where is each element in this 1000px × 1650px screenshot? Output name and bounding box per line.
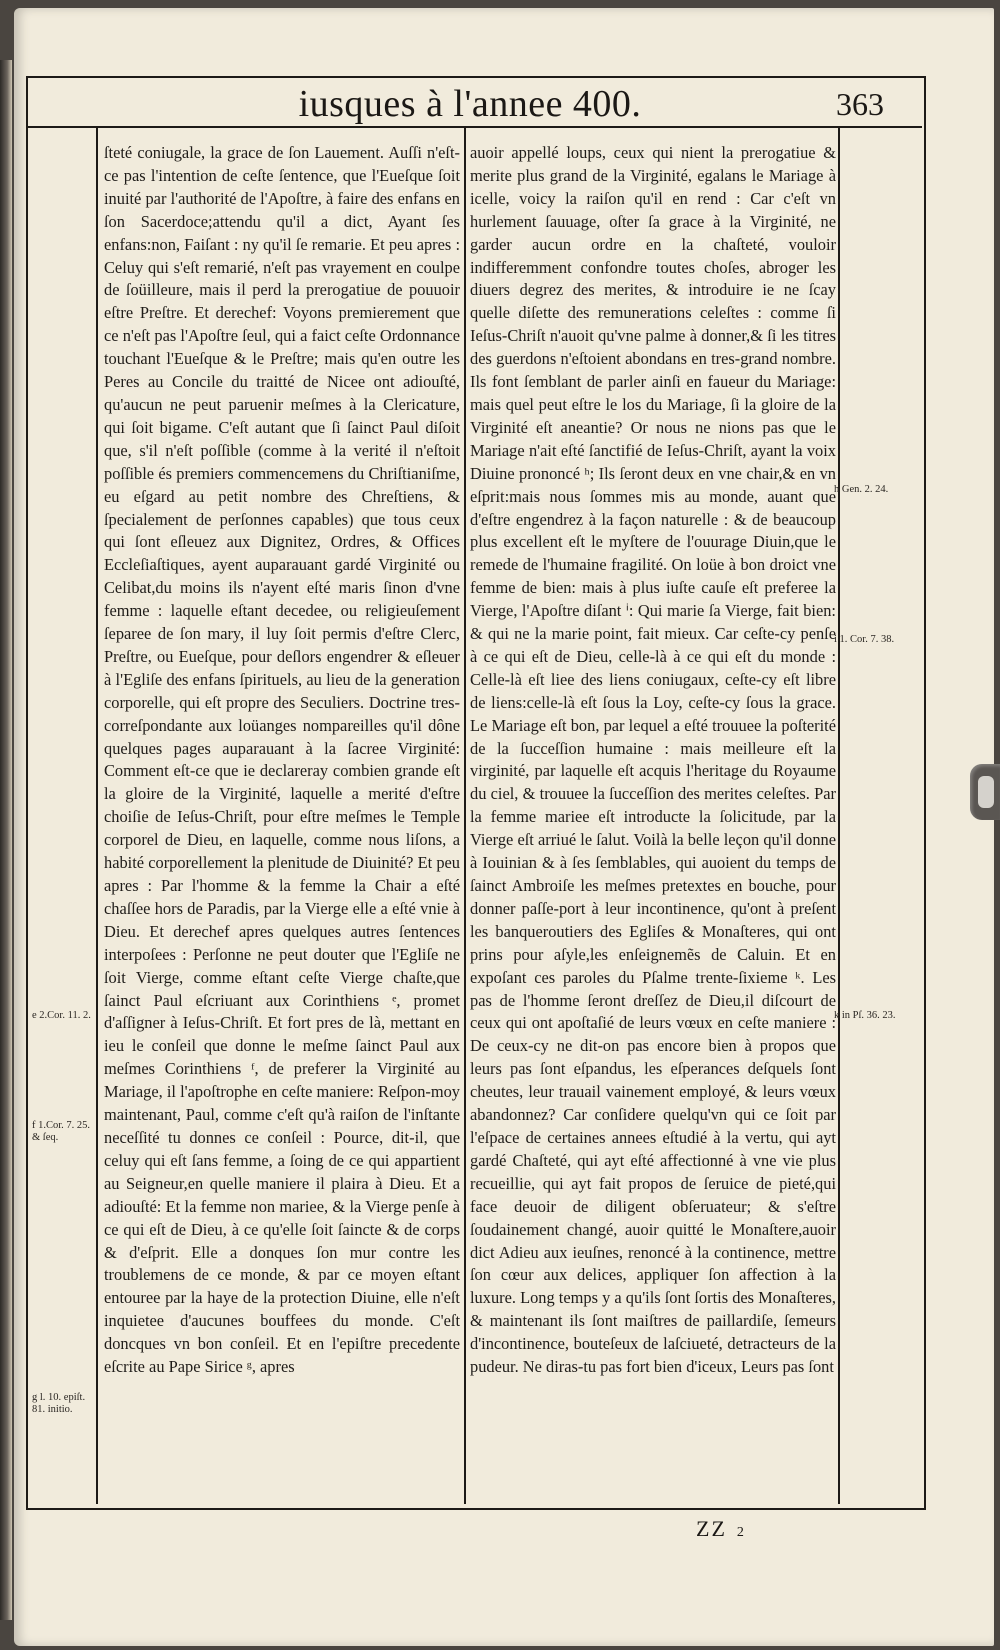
page-number: 363 xyxy=(836,86,884,122)
book-clip-highlight xyxy=(978,776,994,808)
header-rule xyxy=(26,126,922,128)
margin-note-g: g l. 10. epiſt. 81. initio. xyxy=(32,1392,86,1415)
previous-page-edge xyxy=(0,60,12,1620)
facing-page-scraps xyxy=(16,300,26,1500)
running-head: iusques à l'annee 400. xyxy=(298,83,642,125)
right-text-column xyxy=(470,142,836,1482)
margin-note-h: h Gen. 2. 24. xyxy=(834,484,889,495)
margin-note-k: k in Pſ. 36. 23. xyxy=(834,1010,896,1021)
signature-number: 2 xyxy=(736,1525,746,1540)
left-margin-rule xyxy=(96,128,98,1504)
margin-note-e: e 2.Cor. 11. 2. xyxy=(32,1010,91,1021)
right-margin-rule xyxy=(838,128,840,1504)
left-column-text: ſteté coniugale, la grace de ſon Lauement. Auſſi n'eſt-ce pas l'intention de ceſte ſentence, que l'Eueſque ſoit inuité par l'authorité de l'Apoſtre, à faire des enfans en ſon Sacerdoce;attendu qu'il a dict, Ayant ſes enfans:non, Faiſant : ny qu'il ſe remarie. Et peu apres : Celuy qui s'eſt remarié, n'eſt pas vrayement en coulpe de ſoüilleure, mais il perd la prerogatiue de pouuoir eſtre Preſtre. Et derechef: Voyons premierement que ce n'eſt pas l'Apoſtre ſeul, qui a faict ceſte Ordonnance touchant l'Eueſque & le Preſtre; mais qu'en outre les Peres au Concile du traitté de Nicee ont adiouſté, qu'aucun ne peut paruenir meſmes à la Clericature, qui ſoit bigame. C'eſt autant que ſi ſainct Paul diſoit que, s'il n'eſt poſſible (comme à la verité il n'eſtoit poſſible és premiers commencemens du Chriſtianiſme, eu eſgard au petit nombre des Chreſtiens, & ſpecialement de perſonnes capables) que tous ceux qui ſont eſleuez aux Dignitez, Ordres, & Offices Eccleſiaſtiques, ayent auparauant gardé Virginité ou Celibat,du moins ils n'ayent eſté maris ſinon d'vne femme : laquelle eſtant decedee, ou religieuſement ſeparee de ſon mary, il luy ſoit permis d'eſtre Clerc, Preſtre, ou Eueſque, pour deſlors engendrer & eſleuer à l'Egliſe des enfans ſpirituels, au lieu de la generation corporelle, qui eſt propre des Seculiers. Doctrine tres-correſpondante aux loüanges nompareilles qu'il dône quelques pages auparauant à la ſacree Virginité: Comment eſt-ce que ie declareray combien grande eſt la gloire de la Virginité, laquelle a merité d'eſtre choiſie de Ieſus-Chriſt, pour eſtre meſmes le Temple corporel de Dieu, en laquelle, comme nous liſons, a habité corporellement la plenitude de Diuinité? Et peu apres : Par l'homme & la femme la Chair a eſté chaſſee hors de Paradis, par la Vierge elle a eſté vnie à Dieu. Et derechef apres quelques autres ſentences interpoſees : Perſonne ne peut douter que l'Egliſe ne ſoit Vierge, comme eſtant ceſte Vierge chaſte,que ſainct Paul eſcriuant aux Corinthiens ᵉ, promet d'aſſigner à Ieſus-Chriſt. Et fort pres de là, mettant en ieu le conſeil que donne le meſme ſainct Paul aux meſmes Corinthiens ᶠ, de preferer la Virginité au Mariage, il l'apoſtrophe en ceſte maniere: Reſpon-moy maintenant, Paul, comme c'eſt qu'à raiſon de l'inſtante neceſſité tu donnes ce conſeil : Pource, dit-il, que celuy qui eſt ſans femme, a ſoing de ce qui appartient au Seigneur,en quelle maniere il plaira à Dieu. Et a adiouſté: Et la femme non mariee, & la Vierge penſe à ce qui eſt de Dieu, à ce qu'elle ſoit ſaincte & de corps & d'eſprit. Elle a donques ſon mur contre les troublemens de ce monde, & par ce moyen eſtant entouree par la haye de la protection Diuine, elle n'eſt inquietee d'aucunes bouffees du monde. C'eſt doncques vn bon conſeil. Et en l'epiſtre precedente eſcrite au Pape Sirice ᵍ, apres xyxy=(104,143,460,1377)
signature-mark xyxy=(696,1516,746,1542)
margin-note-i: i 1. Cor. 7. 38. xyxy=(834,634,895,645)
right-column-text: auoir appellé loups, ceux qui nient la prerogatiue & merite plus grand de la Virginité, egalans le Mariage à icelle, voicy la raiſon qu'il en rend : Car c'eſt vn hurlement ſauuage, oſter ſa grace à la Virginité, ne garder aucun ordre en la chaſteté, vouloir indifferemment confondre toutes choſes, abroger les diuers degrez des merites, & introduire ie ne ſcay quelle diſette des remunerations celeſtes : comme ſi Ieſus-Chriſt n'auoit qu'vne palme à donner,& ſi les titres des guerdons n'eſtoient abondans en tres-grand nombre. Ils font ſemblant de parler ainſi en faueur du Mariage: mais quel peut eſtre le los du Mariage, ſi la gloire de la Virginité eſt aneantie? Or nous ne nions pas que le Mariage n'ait eſté ſanctifié de Ieſus-Chriſt, ayant la voix Diuine prononcé ʰ; Ils ſeront deux en vne chair,& en vn eſprit:mais nous ſommes mis au monde, auant que d'eſtre engendrez à la façon naturelle : & de beaucoup plus excellent eſt le myſtere de l'ouurage Diuin,que le remede de l'humaine fragilité. On loüe à bon droict vne femme de bien: mais à plus iuſte cauſe eſt preferee la Vierge, l'Apoſtre diſant ⁱ: Qui marie ſa Vierge, fait bien: & qui ne la marie point, fait mieux. Car ceſte-cy penſe à ce qui eſt de Dieu, celle-là à ce qui eſt du monde : Celle-là eſt liee des liens coniugaux, ceſte-cy eſt libre de liens:celle-là eſt ſous la Loy, ceſte-cy ſous la grace. Le Mariage eſt bon, par lequel a eſté trouuee la poſterité de la ſucceſſion humaine : mais meilleure eſt la virginité, par laquelle eſt acquis l'heritage du Royaume du ciel, & trouuee la ſucceſſion des merites celeſtes. Par la femme mariee eſt introducte la ſolicitude, par la Vierge eſt arriué le ſalut. Voilà la belle leçon qu'il donne à Iouinian & à ſes ſemblables, qui auoient du temps de ſainct Ambroiſe les meſmes pretextes en bouche, pour donner paſſe-port à leur incontinence, qu'ont à preſent les banqueroutiers des Egliſes & Monaſteres, qui ont prins pour aſyle,les enſeignemẽs de Caluin. Et en expoſant ces paroles du Pſalme trente-ſixieme ᵏ. Les pas de l'homme ſeront dreſſez de Dieu,il diſcourt de ceux qui ont apoſtaſié de leurs vœux en ceſte maniere : De ceux-cy ne dit-on pas encore bien à propos que leurs pas ſont eſpandus, les eſperances deſquels ſont cheutes, leur trauail vainement employé, & leurs vœux abandonnez? Car conſidere quelqu'vn qui ce ſoit par l'eſpace de certaines annees eſtudié à la vertu, qui ayt gardé Chaſteté, qui ayt eſté affectionné à vne vie plus recueillie, qui ayt fait propos de ſeruice de pieté,qui face deuoir de diligent obſeruateur; & s'eſtre ſoudainement changé, auoir quitté le Monaſtere,auoir dict Adieu aux ieuſnes, renoncé à la continence, mettre ſon cœur aux delices, appliquer ſon affection à la luxure. Long temps y a qu'ils ſont ſortis des Monaſteres, & maintenant ils ſont maiſtres de paillardiſe, ſemeurs d'incontinence, bouteſeux de laſciueté, detracteurs de la pudeur. Ne diras-tu pas fort bien d'iceux, Leurs pas ſont xyxy=(470,143,836,1377)
signature-letters: ZZ xyxy=(696,1516,727,1541)
left-text-column xyxy=(104,142,460,1482)
column-divider-rule xyxy=(464,128,466,1504)
margin-note-f: f 1.Cor. 7. 25. & ſeq. xyxy=(32,1120,91,1143)
